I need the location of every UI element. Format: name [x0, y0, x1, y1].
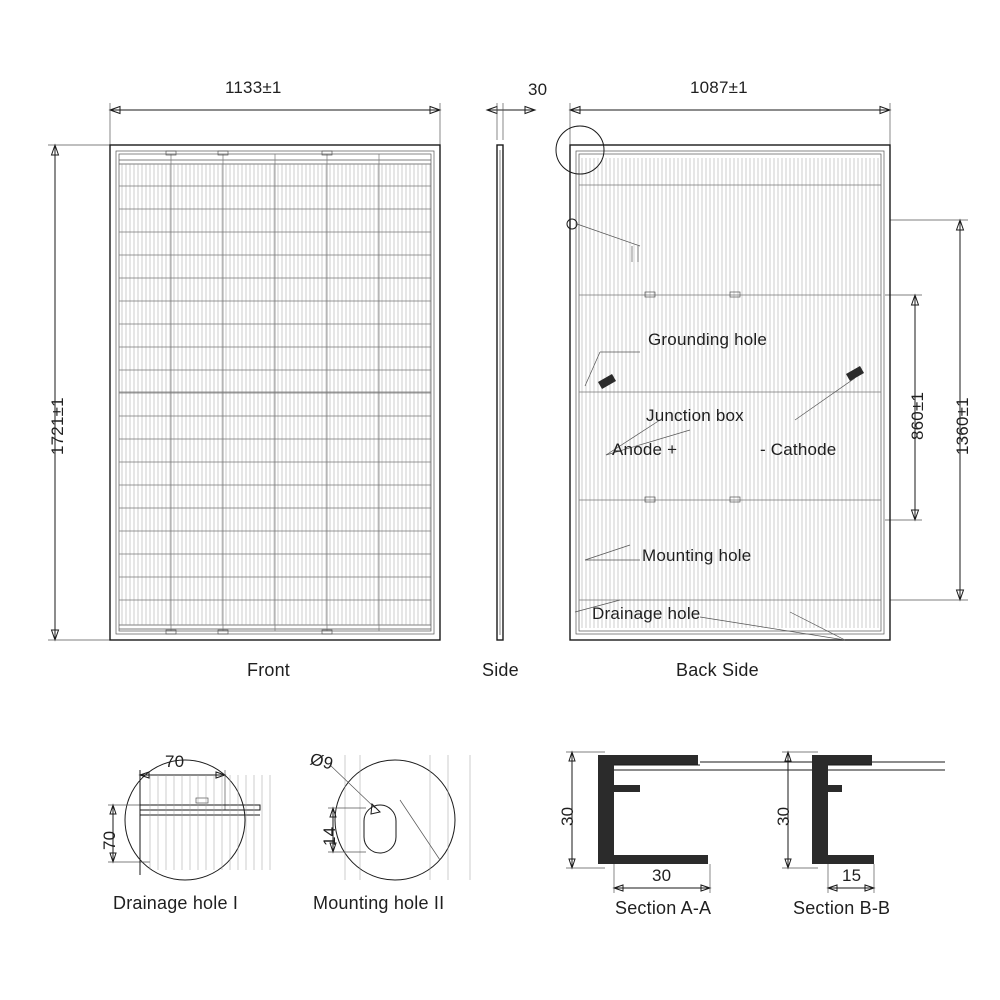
dim-front-width: 1133±1 [225, 78, 282, 97]
dim-mounting-dia: Ø9 [308, 749, 336, 774]
dim-section-aa-height: 30 [558, 806, 577, 826]
dim-drainage-height: 70 [100, 830, 119, 850]
dim-section-bb-height: 30 [774, 806, 793, 826]
callout-anode: Anode + [612, 440, 678, 459]
view-label-section-bb: Section B-B [793, 898, 891, 918]
dim-back-outer-span: 1360±1 [953, 397, 972, 455]
dim-back-inner-span: 860±1 [908, 391, 927, 440]
view-label-back: Back Side [676, 660, 759, 680]
section-bb [782, 752, 945, 893]
callout-drainage-hole: Drainage hole [592, 604, 701, 623]
back-width-dimension [570, 103, 890, 150]
view-label-section-aa: Section A-A [615, 898, 712, 918]
dim-mounting-length: 14 [320, 826, 339, 846]
view-label-front: Front [247, 660, 291, 680]
dim-section-aa-width: 30 [652, 866, 672, 885]
front-width-dimension [110, 103, 440, 150]
view-label-side: Side [482, 660, 519, 680]
front-height-dimension [48, 145, 110, 640]
dim-section-bb-width: 15 [842, 866, 862, 885]
callout-grounding-hole: Grounding hole [648, 330, 768, 349]
view-label-mounting-detail: Mounting hole II [313, 893, 445, 913]
view-label-drainage-detail: Drainage hole I [113, 893, 239, 913]
front-panel [110, 145, 440, 640]
side-view [487, 103, 535, 640]
dim-back-width: 1087±1 [690, 78, 748, 97]
dim-side-thickness: 30 [528, 80, 548, 99]
drainage-hole-detail [108, 760, 270, 880]
dim-front-height: 1721±1 [48, 397, 67, 455]
callout-mounting-hole: Mounting hole [642, 546, 752, 565]
callout-cathode: - Cathode [760, 440, 837, 459]
mounting-hole-detail [328, 755, 470, 880]
callout-junction-box: Junction box [646, 406, 744, 425]
dim-drainage-width: 70 [165, 752, 185, 771]
